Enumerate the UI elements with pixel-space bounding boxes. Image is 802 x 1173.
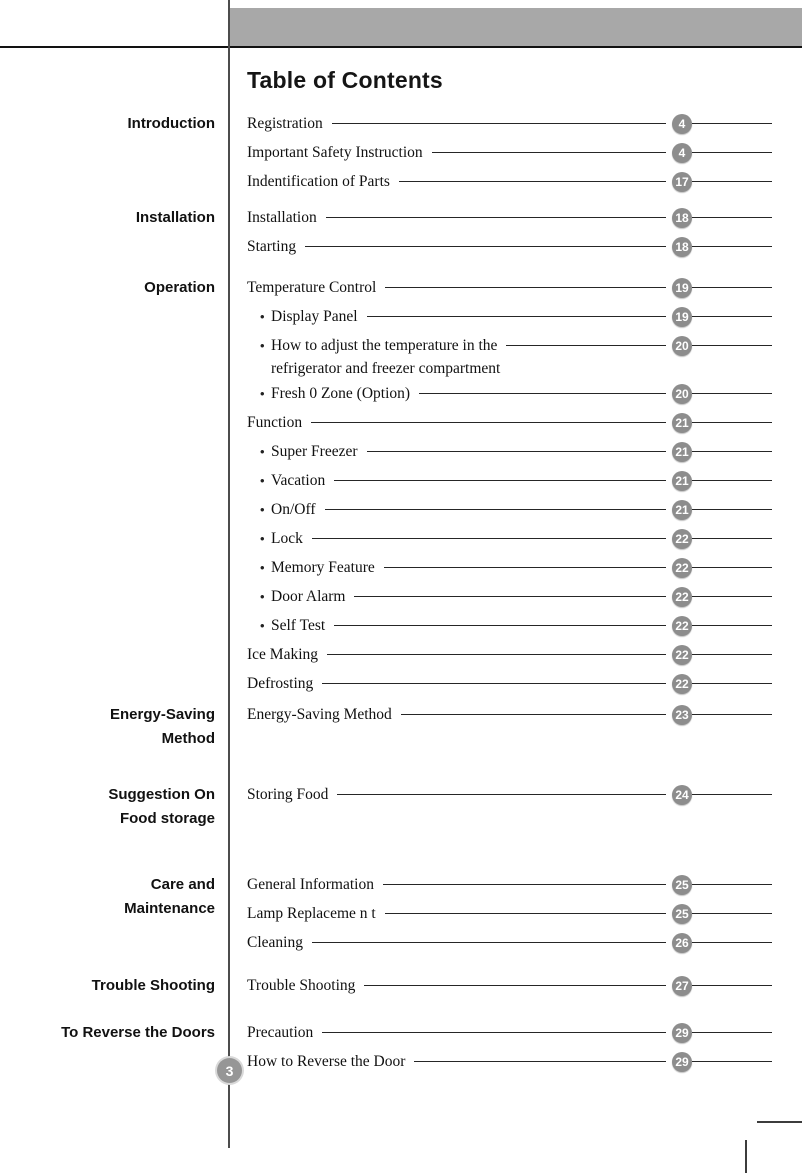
- section-label: [0, 203, 229, 261]
- bullet-icon: •: [260, 473, 265, 488]
- bullet-icon: •: [260, 444, 265, 459]
- leader-line: [354, 596, 666, 597]
- section-label-line: Introduction: [127, 115, 215, 132]
- toc-entry: [247, 466, 772, 495]
- toc-entry: [247, 928, 772, 957]
- page-number-badge: 23: [672, 705, 692, 725]
- toc-section: [0, 203, 802, 261]
- trailing-line: [692, 654, 772, 655]
- bullet-icon: •: [260, 502, 265, 517]
- section-label-line: Energy-Saving: [109, 706, 215, 723]
- section-label: [0, 1018, 229, 1076]
- toc-entry-title: Super Freezer: [271, 442, 358, 460]
- section-label: [0, 273, 229, 698]
- leader-line: [311, 422, 666, 423]
- toc-section: [0, 971, 802, 1000]
- leader-line: [385, 913, 666, 914]
- leader-line: [399, 181, 666, 182]
- trailing-line: [692, 714, 772, 715]
- leader-line: [332, 123, 666, 124]
- toc-entry: [247, 302, 772, 331]
- trailing-line: [692, 509, 772, 510]
- toc-entry: [247, 700, 772, 729]
- leader-line: [364, 985, 666, 986]
- toc-entry: [247, 495, 772, 524]
- page-number-badge: 26: [672, 933, 692, 953]
- page-number-badge: 20: [672, 336, 692, 356]
- trailing-line: [692, 1061, 772, 1062]
- page-number-badge: 4: [672, 143, 692, 163]
- trailing-line: [692, 913, 772, 914]
- section-entries: [229, 109, 802, 196]
- toc-entry: [247, 437, 772, 466]
- toc-entry-title: Fresh 0 Zone (Option): [271, 384, 411, 402]
- toc-section: [0, 780, 802, 831]
- section-label: [0, 109, 229, 196]
- toc-entry-title: Memory Feature: [271, 558, 375, 576]
- page-number-badge: 20: [672, 384, 692, 404]
- toc-entry: [247, 899, 772, 928]
- leader-line: [325, 509, 667, 510]
- bullet-icon: •: [260, 531, 265, 546]
- page-number-badge: 29: [672, 1023, 692, 1043]
- leader-line: [334, 625, 666, 626]
- trailing-line: [692, 625, 772, 626]
- section-label-line: Installation: [135, 209, 215, 226]
- toc-section: [0, 870, 802, 957]
- footer-mark-vertical: [745, 1140, 747, 1173]
- leader-line: [327, 654, 666, 655]
- leader-line: [419, 393, 666, 394]
- leader-line: [312, 538, 666, 539]
- toc-entry-title: Energy-Saving Method: [247, 705, 392, 723]
- page-title: Table of Contents: [247, 67, 443, 93]
- toc-entry: [247, 1018, 772, 1047]
- trailing-line: [692, 217, 772, 218]
- toc-entry: [247, 331, 772, 360]
- section-entries: [229, 700, 802, 751]
- trailing-line: [692, 480, 772, 481]
- leader-line: [506, 345, 666, 346]
- section-entries: [229, 1018, 802, 1076]
- toc-entry-title: Door Alarm: [271, 587, 346, 605]
- section-label: [0, 870, 229, 957]
- leader-line: [305, 246, 666, 247]
- toc-entry-title: Indentification of Parts: [247, 172, 390, 190]
- toc-entry-title: Important Safety Instruction: [247, 143, 423, 161]
- toc-entry: [247, 167, 772, 196]
- page-number-badge: 19: [672, 278, 692, 298]
- section-label-line: Food storage: [119, 810, 215, 827]
- toc-entry: [247, 611, 772, 640]
- trailing-line: [692, 567, 772, 568]
- toc-entry-title: Function: [247, 413, 303, 431]
- page-number-badge: 21: [672, 471, 692, 491]
- leader-line: [385, 287, 666, 288]
- leader-line: [384, 567, 666, 568]
- footer-mark-horizontal: [757, 1121, 802, 1123]
- trailing-line: [692, 287, 772, 288]
- leader-line: [367, 451, 667, 452]
- trailing-line: [692, 596, 772, 597]
- page-number-badge: 21: [672, 500, 692, 520]
- page-number-badge: 19: [672, 307, 692, 327]
- page-number-badge: 18: [672, 208, 692, 228]
- page-number-badge: 27: [672, 976, 692, 996]
- toc-entry-title: Starting: [247, 237, 297, 255]
- toc-entry-title: General Information: [247, 875, 374, 893]
- toc-entry: [247, 232, 772, 261]
- section-entries: [229, 273, 802, 698]
- leader-line: [334, 480, 666, 481]
- trailing-line: [692, 985, 772, 986]
- toc-entry-title: Lock: [271, 529, 303, 547]
- header-bar: [229, 8, 802, 47]
- page-number-badge: 17: [672, 172, 692, 192]
- toc-entry: [247, 582, 772, 611]
- section-label: [0, 700, 229, 751]
- trailing-line: [692, 538, 772, 539]
- toc-section: [0, 273, 802, 698]
- section-label-line: Suggestion On: [108, 786, 215, 803]
- page-number-badge: 18: [672, 237, 692, 257]
- leader-line: [414, 1061, 666, 1062]
- toc-entry-title: Display Panel: [271, 307, 358, 325]
- toc-entry: [247, 640, 772, 669]
- toc-entry-title-line2: refrigerator and freezer compartment: [271, 360, 501, 377]
- page-number-badge: 24: [672, 785, 692, 805]
- section-entries: [229, 203, 802, 261]
- section-label-line: Method: [161, 730, 215, 747]
- toc-section: [0, 700, 802, 751]
- section-label: [0, 780, 229, 831]
- page-number-badge: 22: [672, 674, 692, 694]
- toc-entry-title: Precaution: [247, 1023, 314, 1041]
- section-entries: [229, 971, 802, 1000]
- toc-entry-title: Installation: [247, 208, 317, 226]
- bullet-icon: •: [260, 618, 265, 633]
- toc-sections: [0, 109, 802, 1076]
- page-number-badge: 22: [672, 645, 692, 665]
- toc-entry-title: Temperature Control: [247, 278, 377, 296]
- page-number-badge: 22: [672, 558, 692, 578]
- toc-entry: [247, 870, 772, 899]
- page-number-badge: 21: [672, 413, 692, 433]
- trailing-line: [692, 316, 772, 317]
- page-content: [0, 48, 802, 1076]
- trailing-line: [692, 1032, 772, 1033]
- leader-line: [326, 217, 666, 218]
- trailing-line: [692, 451, 772, 452]
- page-number-badge: 4: [672, 114, 692, 134]
- toc-entry: [247, 379, 772, 408]
- page-number-badge: 29: [672, 1052, 692, 1072]
- toc-entry: [247, 138, 772, 167]
- toc-entry: [247, 524, 772, 553]
- page-number-badge: 25: [672, 875, 692, 895]
- page-number-badge: 21: [672, 442, 692, 462]
- toc-entry: [247, 109, 772, 138]
- toc-entry-title: Cleaning: [247, 933, 303, 951]
- toc-entry: [247, 553, 772, 582]
- trailing-line: [692, 422, 772, 423]
- toc-entry-title: How to adjust the temperature in the: [271, 336, 498, 354]
- trailing-line: [692, 942, 772, 943]
- leader-line: [322, 683, 666, 684]
- section-label-line: Care and: [150, 876, 215, 893]
- section-label-line: Trouble Shooting: [91, 977, 215, 994]
- trailing-line: [692, 345, 772, 346]
- toc-section: [0, 1018, 802, 1076]
- trailing-line: [692, 246, 772, 247]
- toc-entry-title: Registration: [247, 114, 323, 132]
- section-label: [0, 971, 229, 1000]
- trailing-line: [692, 884, 772, 885]
- section-entries: [229, 780, 802, 831]
- toc-entry: [247, 203, 772, 232]
- section-label-line: To Reverse the Doors: [61, 1024, 215, 1041]
- toc-entry: [247, 669, 772, 698]
- page-number-badge: 22: [672, 587, 692, 607]
- toc-entry-title: Lamp Replaceme n t: [247, 904, 376, 922]
- leader-line: [322, 1032, 666, 1033]
- toc-entry-title: How to Reverse the Door: [247, 1052, 406, 1070]
- toc-entry-title: Storing Food: [247, 785, 329, 803]
- bullet-icon: •: [260, 309, 265, 324]
- toc-entry: [247, 1047, 772, 1076]
- toc-entry-title: Self Test: [271, 616, 326, 634]
- section-entries: [229, 870, 802, 957]
- page-number-badge: 22: [672, 616, 692, 636]
- toc-entry: [247, 273, 772, 302]
- bullet-icon: •: [260, 560, 265, 575]
- bullet-icon: •: [260, 338, 265, 353]
- leader-line: [401, 714, 666, 715]
- trailing-line: [692, 123, 772, 124]
- toc-entry-title: On/Off: [271, 500, 316, 518]
- trailing-line: [692, 393, 772, 394]
- trailing-line: [692, 794, 772, 795]
- page-number-badge: 25: [672, 904, 692, 924]
- trailing-line: [692, 683, 772, 684]
- toc-entry: [247, 971, 772, 1000]
- footer-page-number-badge: 3: [217, 1058, 242, 1083]
- section-label-line: Operation: [144, 279, 215, 296]
- section-label-line: Maintenance: [124, 900, 215, 917]
- bullet-icon: •: [260, 386, 265, 401]
- toc-entry-title: Defrosting: [247, 674, 314, 692]
- leader-line: [432, 152, 666, 153]
- trailing-line: [692, 181, 772, 182]
- toc-entry: [247, 780, 772, 809]
- trailing-line: [692, 152, 772, 153]
- leader-line: [383, 884, 666, 885]
- leader-line: [312, 942, 666, 943]
- toc-entry-title: Vacation: [271, 471, 326, 489]
- page-number-badge: 22: [672, 529, 692, 549]
- leader-line: [337, 794, 666, 795]
- toc-entry-title: Ice Making: [247, 645, 319, 663]
- bullet-icon: •: [260, 589, 265, 604]
- toc-section: [0, 109, 802, 196]
- leader-line: [367, 316, 666, 317]
- toc-entry-title: Trouble Shooting: [247, 976, 356, 994]
- toc-entry: [247, 408, 772, 437]
